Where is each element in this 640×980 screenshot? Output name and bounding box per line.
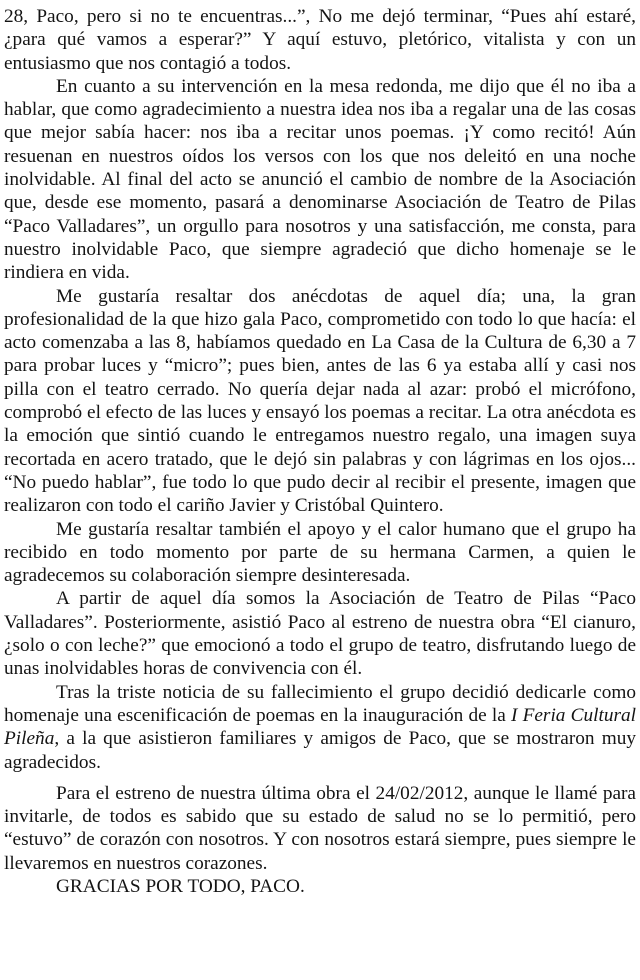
text-segment: A partir de aquel día somos la Asociación de Teatro de Pilas “Paco Valladares”. Posteriormente, asistió Paco al estreno de nuestra obra “El cianuro, ¿solo o con leche?” que emocionó a todo el grupo de teatro, disfrutando luego de unas inolvidables horas de convivencia con él.: [4, 588, 636, 680]
text-segment: Tras la triste noticia de su fallecimiento el grupo decidió dedicarle como homenaje una escenificación de poemas en la inauguración de la: [4, 681, 636, 726]
text-segment: I Feria Cultural Pileña: [4, 704, 636, 750]
document-text: [4, 5, 636, 898]
paragraph: [4, 75, 636, 285]
paragraph: [4, 782, 636, 875]
text-segment: GRACIAS POR TODO, PACO.: [56, 875, 305, 897]
text-segment: 28, Paco, pero si no te encuentras...”, No me dejó terminar, “Pues ahí estaré, ¿para qué vamos a esperar?” Y aquí estuvo, pletórico, vitalista y con un entusiasmo que nos contagió a todos.: [4, 6, 636, 74]
paragraph: [4, 875, 636, 898]
paragraph: [4, 681, 636, 774]
text-segment: En cuanto a su intervención en la mesa redonda, me dijo que él no iba a hablar, que como agradecimiento a nuestra idea nos iba a regalar una de las cosas que mejor sabía hacer: nos iba a recitar unos poemas. ¡Y como recitó! Aún resuenan en nuestros oídos los versos con los que nos deleitó en una noche inolvidable. Al final del acto se anunció el cambio de nombre de la Asociación que, desde ese momento, pasará a denominarse Asociación de Teatro de Pilas “Paco Valladares”, un orgullo para nosotros y una satisfacción, me consta, para nuestro inolvidable Paco, que siempre agradeció que dicho homenaje se le rindiera en vida.: [4, 75, 636, 284]
paragraph: [4, 5, 636, 75]
paragraph: [4, 285, 636, 518]
text-segment: Para el estreno de nuestra última obra el 24/02/2012, aunque le llamé para invitarle, de todos es sabido que su estado de salud no se lo permitió, pero “estuvo” de corazón con nosotros. Y con nosotros estará siempre, pues siempre le llevaremos en nuestros corazones.: [4, 782, 636, 874]
text-segment: Me gustaría resaltar dos anécdotas de aquel día; una, la gran profesionalidad de la que hizo gala Paco, comprometido con todo lo que hacía: el acto comenzaba a las 8, habíamos quedado en La Casa de la Cultura de 6,30 a 7 para probar luces y “micro”; pues bien, antes de las 6 ya estaba allí y casi nos pilla con el teatro cerrado. No quería dejar nada al azar: probó el micrófono, comprobó el efecto de las luces y ensayó los poemas a recitar. La otra anécdota es la emoción que sintió cuando le entregamos nuestro regalo, una imagen suya recortada en acero tratado, que le dejó sin palabras y con lágrimas en los ojos... “No puedo hablar”, fue todo lo que pudo decir al recibir el presente, imagen que realizaron con todo el cariño Javier y Cristóbal Quintero.: [4, 285, 636, 517]
text-segment: Me gustaría resaltar también el apoyo y el calor humano que el grupo ha recibido en todo momento por parte de su hermana Carmen, a quien le agradecemos su colaboración siempre desinteresada.: [4, 518, 636, 587]
paragraph: [4, 518, 636, 588]
text-segment: , a la que asistieron familiares y amigos de Paco, que se mostraron muy agradecidos.: [4, 728, 636, 773]
paragraph: [4, 587, 636, 680]
